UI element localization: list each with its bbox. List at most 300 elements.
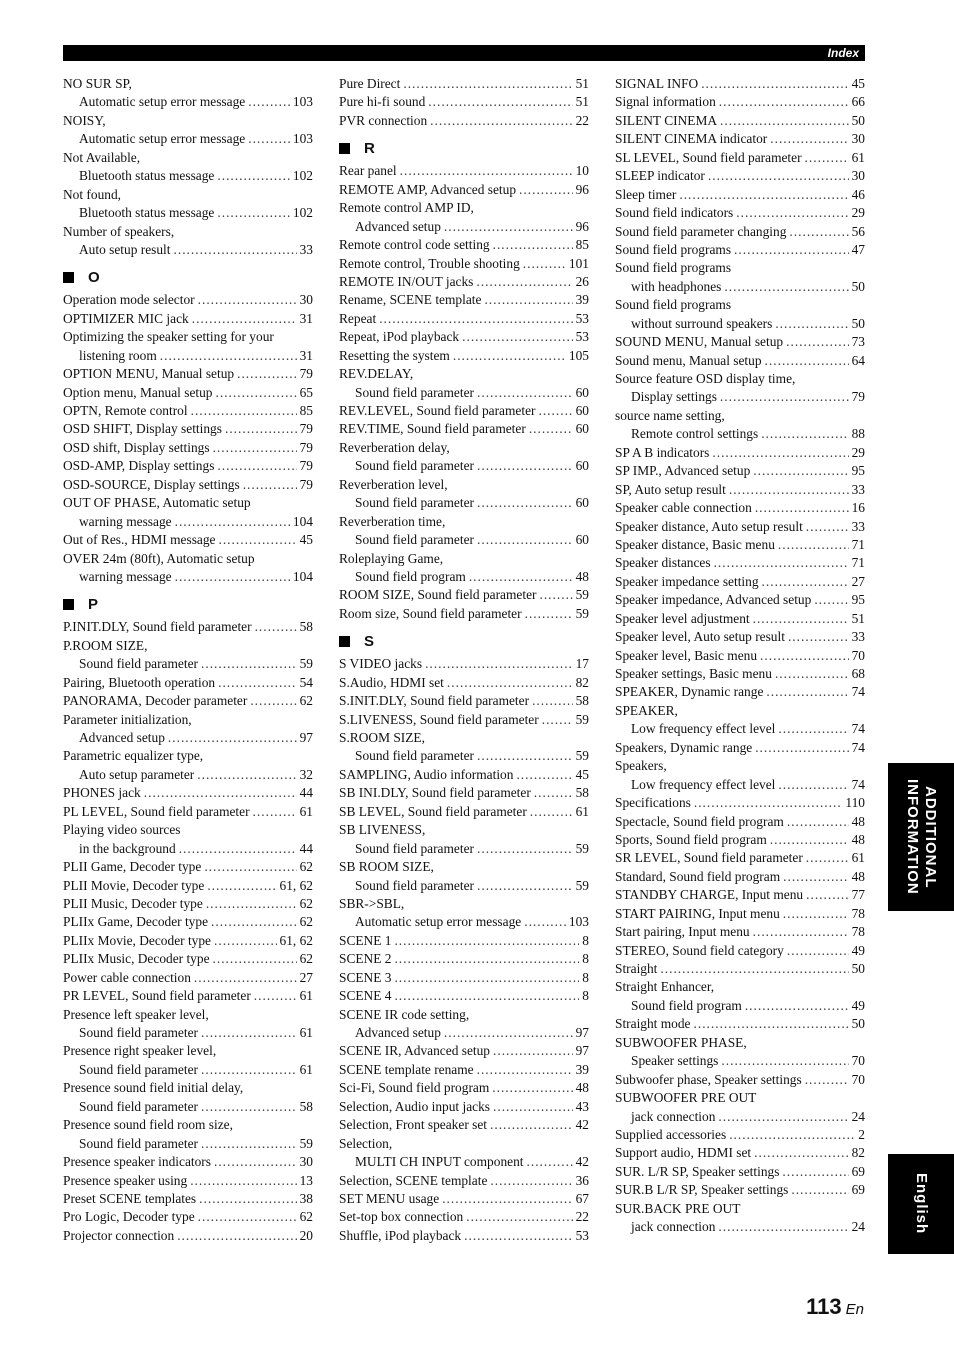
page-reference[interactable]: 96 [575,218,589,234]
page-reference[interactable]: 58 [299,1098,313,1114]
page-reference[interactable]: 27 [299,969,313,985]
entry-text: Remote control AMP ID, [339,200,474,216]
page-reference[interactable]: 36 [575,1172,589,1188]
entry-text: Speaker level, Auto setup result [615,629,785,645]
page-reference[interactable]: 79 [299,421,313,437]
page-reference[interactable]: 62 [299,1209,313,1225]
page-reference[interactable]: 48 [575,1080,589,1096]
entry-text: Sound field parameter [355,384,474,400]
dot-leader [761,425,848,443]
page-reference[interactable]: 96 [575,181,589,197]
dot-leader [250,692,296,710]
page-reference[interactable]: 61 [299,988,313,1004]
page-reference[interactable]: 60 [575,403,589,418]
page-reference[interactable]: 59 [575,877,589,893]
page-reference[interactable]: 60 [575,532,589,548]
dot-leader [775,315,848,333]
page-reference[interactable]: 59 [299,1135,313,1151]
index-subentry [63,167,313,185]
page-reference[interactable]: 64 [851,352,865,368]
entry-text: Source feature OSD display time, [615,371,796,386]
entry-text: Sound field parameter [79,1098,198,1114]
page-reference[interactable]: 8 [582,951,589,967]
entry-text: SCENE 3 [339,969,392,985]
page-reference[interactable]: 79 [299,458,313,474]
entry-text: Sound field parameter [355,748,474,764]
index-entry [339,950,589,968]
dot-leader [762,573,849,591]
dot-leader [201,1098,297,1116]
entry-text: Advanced setup [355,218,441,234]
dot-leader [787,942,849,960]
page-reference[interactable]: 61 [851,149,865,165]
dot-leader [201,655,297,673]
entry-text: Parameter initialization, [63,711,192,727]
page-reference[interactable]: 50 [851,1016,865,1032]
page-reference[interactable]: 33 [299,241,313,257]
page-reference[interactable]: 17 [575,656,589,672]
dot-leader [425,655,573,673]
page-reference[interactable]: 74 [851,721,865,737]
page-reference[interactable]: 42 [575,1154,589,1170]
page-reference[interactable]: 95 [851,463,865,479]
page-reference[interactable]: 79 [299,476,313,492]
index-entry [615,296,865,314]
entry-text: SPEAKER, Dynamic range [615,684,764,700]
page-reference[interactable]: 46 [851,186,865,202]
page-reference[interactable]: 78 [851,905,865,921]
page-reference[interactable]: 61 [299,803,313,819]
index-entry [615,868,865,886]
page-reference[interactable]: 71 [851,555,865,571]
entry-text: Not Available, [63,149,141,165]
index-subentry [615,315,865,333]
index-entry [63,112,313,130]
index-subentry [339,457,589,475]
page-reference[interactable]: 58 [299,619,313,635]
page-reference[interactable]: 10 [575,163,589,179]
index-subentry [63,347,313,365]
page-reference[interactable]: 70 [851,1053,865,1069]
entry-text: PLII Movie, Decoder type [63,877,205,893]
page-reference[interactable]: 29 [851,444,865,460]
page-language-suffix: En [845,1301,864,1318]
dot-leader [403,75,572,93]
page-reference[interactable]: 30 [851,168,865,184]
page-reference[interactable]: 22 [575,1209,589,1225]
dot-leader [783,905,849,923]
index-subentry [63,1098,313,1116]
index-entry [339,987,589,1005]
entry-text: Sleep timer [615,186,677,202]
entry-text: Speaker settings [631,1053,719,1069]
index-entry [339,784,589,802]
page-reference[interactable]: 51 [851,610,865,626]
dot-leader [492,1079,572,1097]
page-reference[interactable]: 61 [299,1061,313,1077]
entry-text: SUBWOOFER PHASE, [615,1034,747,1050]
entry-text: Set-top box connection [339,1209,464,1225]
page-reference[interactable]: 27 [851,573,865,589]
page-reference[interactable]: 60 [575,384,589,400]
index-entry [615,259,865,277]
page-reference[interactable]: 8 [582,969,589,985]
page-reference[interactable]: 103 [568,914,589,930]
entry-text: Rear panel [339,163,397,179]
index-entry [339,586,589,604]
page-reference[interactable]: 59 [575,605,589,621]
index-entry [339,365,589,383]
page-reference[interactable]: 48 [575,568,589,584]
entry-text: Preset SCENE templates [63,1190,197,1206]
page-reference[interactable]: 8 [582,932,589,948]
entry-text: SUR. L/R SP, Speaker settings [615,1163,780,1179]
page-reference[interactable]: 53 [575,1227,589,1243]
entry-text: Speaker cable connection [615,500,752,516]
entry-text: Low frequency effect level [631,721,776,737]
entry-text: Remote control code setting [339,237,490,253]
page-reference[interactable]: 48 [851,831,865,847]
index-entry [63,932,313,950]
index-entry [615,1015,865,1033]
page-reference[interactable]: 49 [851,997,865,1013]
page-reference[interactable]: 38 [299,1190,313,1206]
index-subentry [63,513,313,531]
page-reference[interactable]: 60 [575,495,589,511]
dot-leader [493,1098,573,1116]
entry-text: PLII Music, Decoder type [63,895,203,911]
entry-text: Sound field parameter [355,840,474,856]
index-entry [63,1172,313,1190]
dot-leader [254,987,297,1005]
index-subentry [339,531,589,549]
page-reference[interactable]: 68 [851,666,865,681]
dot-leader [755,499,849,517]
page-reference[interactable]: 31 [299,310,313,326]
dot-leader [788,628,849,646]
page-reference[interactable]: 104 [292,513,313,529]
page-reference[interactable]: 50 [851,315,865,331]
page-reference[interactable]: 43 [575,1098,589,1114]
entry-text: START PAIRING, Input menu [615,905,780,921]
index-entry [615,628,865,646]
page-reference[interactable]: 70 [851,1071,865,1087]
page-reference[interactable]: 26 [575,273,589,289]
page-reference[interactable]: 50 [851,112,865,128]
index-entry [615,978,865,996]
page-reference[interactable]: 30 [851,131,865,147]
page-reference[interactable]: 104 [292,568,313,584]
entry-text: without surround speakers [631,315,773,331]
index-subentry [63,840,313,858]
entry-text: Automatic setup error message [79,94,246,110]
dot-leader [198,1208,297,1226]
dot-leader [745,997,849,1015]
index-entry [339,550,589,568]
index-entry [339,1227,589,1245]
page-reference[interactable]: 54 [299,674,313,690]
page-number-value: 113 [806,1294,842,1319]
entry-text: Sound field parameter [355,532,474,548]
page-reference[interactable]: 59 [575,748,589,764]
index-entry [339,1116,589,1134]
page-reference[interactable]: 74 [851,684,865,700]
index-entry [63,987,313,1005]
index-entry [615,610,865,628]
page-reference[interactable]: 30 [299,1154,313,1170]
page-reference[interactable]: 85 [299,403,313,418]
page-reference[interactable]: 61 [575,803,589,819]
index-entry [339,1190,589,1208]
page-reference[interactable]: 97 [299,730,313,745]
index-entry [339,347,589,365]
page-reference[interactable]: 44 [299,785,313,801]
page-reference[interactable]: 39 [575,1061,589,1077]
page-reference[interactable]: 62 [299,693,313,709]
dot-leader [770,130,848,148]
page-reference[interactable]: 53 [575,329,589,345]
entry-text: OPTION MENU, Manual setup [63,366,235,382]
page-reference[interactable]: 61, 62 [279,877,313,893]
entry-text: OSD-AMP, Display settings [63,458,215,474]
page-reference[interactable]: 16 [851,500,865,516]
entry-text: SUR.BACK PRE OUT [615,1200,741,1216]
entry-text: SCENE IR code setting, [339,1006,470,1022]
page-reference[interactable]: 82 [851,1145,865,1161]
page-reference[interactable]: 70 [851,647,865,663]
page-reference[interactable]: 97 [575,1043,589,1059]
page-reference[interactable]: 110 [845,795,865,811]
page-reference[interactable]: 85 [575,237,589,253]
page-reference[interactable]: 102 [292,168,313,184]
page-reference[interactable]: 82 [575,674,589,690]
page-reference[interactable]: 62 [299,895,313,911]
page-reference[interactable]: 51 [575,76,589,91]
index-subentry [615,425,865,443]
page-reference[interactable]: 62 [299,859,313,875]
index-subentry [63,241,313,259]
index-subentry [615,1108,865,1126]
dot-leader [814,591,848,609]
page-reference[interactable]: 103 [292,94,313,110]
entry-text: source name setting, [615,407,725,423]
page-reference[interactable]: 69 [851,1182,865,1198]
page-reference[interactable]: 77 [851,887,865,903]
page-reference[interactable]: 8 [582,988,589,1004]
page-reference[interactable]: 97 [575,1025,589,1040]
page-reference[interactable]: 62 [299,951,313,967]
page-reference[interactable]: 50 [851,278,865,294]
index-entry [615,407,865,425]
index-entry [63,877,313,895]
dot-leader [765,352,849,370]
page-reference[interactable]: 103 [292,131,313,147]
entry-text: Rename, SCENE template [339,292,482,308]
index-entry [615,923,865,941]
page-reference[interactable]: 50 [851,961,865,976]
page-reference[interactable]: 59 [299,656,313,672]
page-reference[interactable]: 74 [851,776,865,792]
page-reference[interactable]: 102 [292,205,313,221]
page-reference[interactable]: 79 [851,389,865,405]
dot-leader [720,388,849,406]
dot-leader [539,586,572,604]
index-entry [615,149,865,167]
page-reference[interactable]: 78 [851,924,865,940]
page-reference[interactable]: 61 [299,1025,313,1040]
dot-leader [225,420,297,438]
index-entry [339,605,589,623]
index-subentry [615,278,865,296]
entry-text: Repeat [339,310,377,326]
additional-information-tab[interactable] [888,763,954,911]
dot-leader [493,236,573,254]
dot-leader [428,93,572,111]
index-entry [63,365,313,383]
index-entry [615,112,865,130]
page-reference[interactable]: 32 [299,766,313,782]
entry-text: Sports, Sound field program [615,831,767,847]
dot-leader [806,849,849,867]
entry-text: Sound field parameter [79,656,198,672]
entry-text: SAMPLING, Audio information [339,766,514,782]
page-reference[interactable]: 59 [575,587,589,603]
dot-leader [782,1163,848,1181]
english-tab[interactable] [888,1154,954,1254]
entry-text: Sci-Fi, Sound field program [339,1080,490,1096]
entry-text: Reverberation time, [339,513,446,529]
page-reference[interactable]: 13 [299,1172,313,1188]
entry-text: SET MENU usage [339,1190,440,1206]
page-reference[interactable]: 79 [299,439,313,455]
page-reference[interactable]: 44 [299,840,313,856]
dot-leader [201,1135,297,1153]
page-reference[interactable]: 56 [851,223,865,239]
page-reference[interactable]: 67 [575,1190,589,1206]
page-number [806,1294,864,1320]
entry-text: Reverberation delay, [339,439,450,455]
entry-text: Sound field parameter [79,1025,198,1040]
dot-leader [791,1181,848,1199]
page-reference[interactable]: 48 [851,813,865,829]
page-reference[interactable]: 45 [851,76,865,91]
page-reference[interactable]: 58 [575,693,589,709]
page-reference[interactable]: 30 [299,292,313,308]
index-entry [63,950,313,968]
page-reference[interactable]: 101 [568,255,589,271]
dot-leader [394,987,579,1005]
page-reference[interactable]: 31 [299,347,313,363]
entry-text: SCENE 4 [339,988,392,1004]
index-entry [615,794,865,812]
page-reference[interactable]: 49 [851,942,865,958]
dot-leader [729,1126,855,1144]
page-reference[interactable]: 62 [299,914,313,930]
dot-leader [530,803,573,821]
dot-leader [206,895,297,913]
index-entry [339,674,589,692]
index-entry [63,328,313,346]
page-reference[interactable]: 24 [851,1219,865,1235]
index-entry [339,1208,589,1226]
index-subentry [339,1153,589,1171]
page-reference[interactable]: 66 [851,94,865,110]
index-entry [339,895,589,913]
dot-leader [211,913,297,931]
page-reference[interactable]: 33 [851,518,865,534]
page-reference[interactable]: 61 [851,850,865,866]
index-entry [339,1135,589,1153]
entry-text: Selection, [339,1135,393,1151]
page-reference[interactable]: 95 [851,592,865,608]
dot-leader [783,868,848,886]
index-entry [339,1098,589,1116]
page-reference[interactable]: 58 [575,785,589,801]
page-reference[interactable]: 29 [851,205,865,221]
page-reference[interactable]: 20 [299,1227,313,1243]
page-reference[interactable]: 39 [575,292,589,308]
page-reference[interactable]: 59 [575,711,589,727]
dot-leader [477,877,573,895]
index-entry [339,692,589,710]
index-entry [615,1126,865,1144]
dot-leader [679,186,848,204]
index-entry [63,618,313,636]
entry-text: Presence right speaker level, [63,1043,217,1059]
page-reference[interactable]: 74 [851,739,865,755]
entry-text: Presence speaker indicators [63,1154,211,1170]
page-reference[interactable]: 71 [851,536,865,552]
page-reference[interactable]: 33 [851,629,865,645]
page-reference[interactable]: 105 [568,347,589,363]
entry-text: SCENE template rename [339,1061,474,1077]
index-entry [615,831,865,849]
entry-text: Presence sound field initial delay, [63,1080,244,1096]
page-reference[interactable]: 88 [851,426,865,442]
index-entry [615,204,865,222]
entry-text: Display settings [631,389,717,405]
page-reference[interactable]: 69 [851,1163,865,1179]
page-reference[interactable]: 60 [575,421,589,437]
page-reference[interactable]: 65 [299,384,313,400]
dot-leader [736,204,848,222]
entry-text: OVER 24m (80ft), Automatic setup [63,550,255,566]
entry-text: SPEAKER, [615,702,678,718]
entry-text: Start pairing, Input menu [615,924,750,940]
page-reference[interactable]: 61, 62 [279,932,313,948]
page-reference[interactable]: 45 [575,766,589,782]
index-entry [615,223,865,241]
page-reference[interactable]: 73 [851,334,865,350]
index-entry [339,1172,589,1190]
page-reference[interactable]: 53 [575,310,589,326]
page-reference[interactable]: 42 [575,1117,589,1133]
index-entry [339,439,589,457]
page-reference[interactable]: 47 [851,241,865,257]
page-reference[interactable]: 60 [575,458,589,474]
page-reference[interactable]: 24 [851,1108,865,1124]
entry-text: Speaker distance, Basic menu [615,536,775,552]
page-reference[interactable]: 22 [575,112,589,128]
page-reference[interactable]: 59 [575,840,589,856]
page-reference[interactable]: 51 [575,94,589,110]
page-reference[interactable]: 33 [851,481,865,497]
page-reference[interactable]: 79 [299,366,313,382]
page-reference[interactable]: 45 [299,532,313,548]
page-reference[interactable]: 48 [851,868,865,884]
entry-text: PL LEVEL, Sound field parameter [63,803,250,819]
page-reference[interactable]: 2 [858,1126,865,1142]
